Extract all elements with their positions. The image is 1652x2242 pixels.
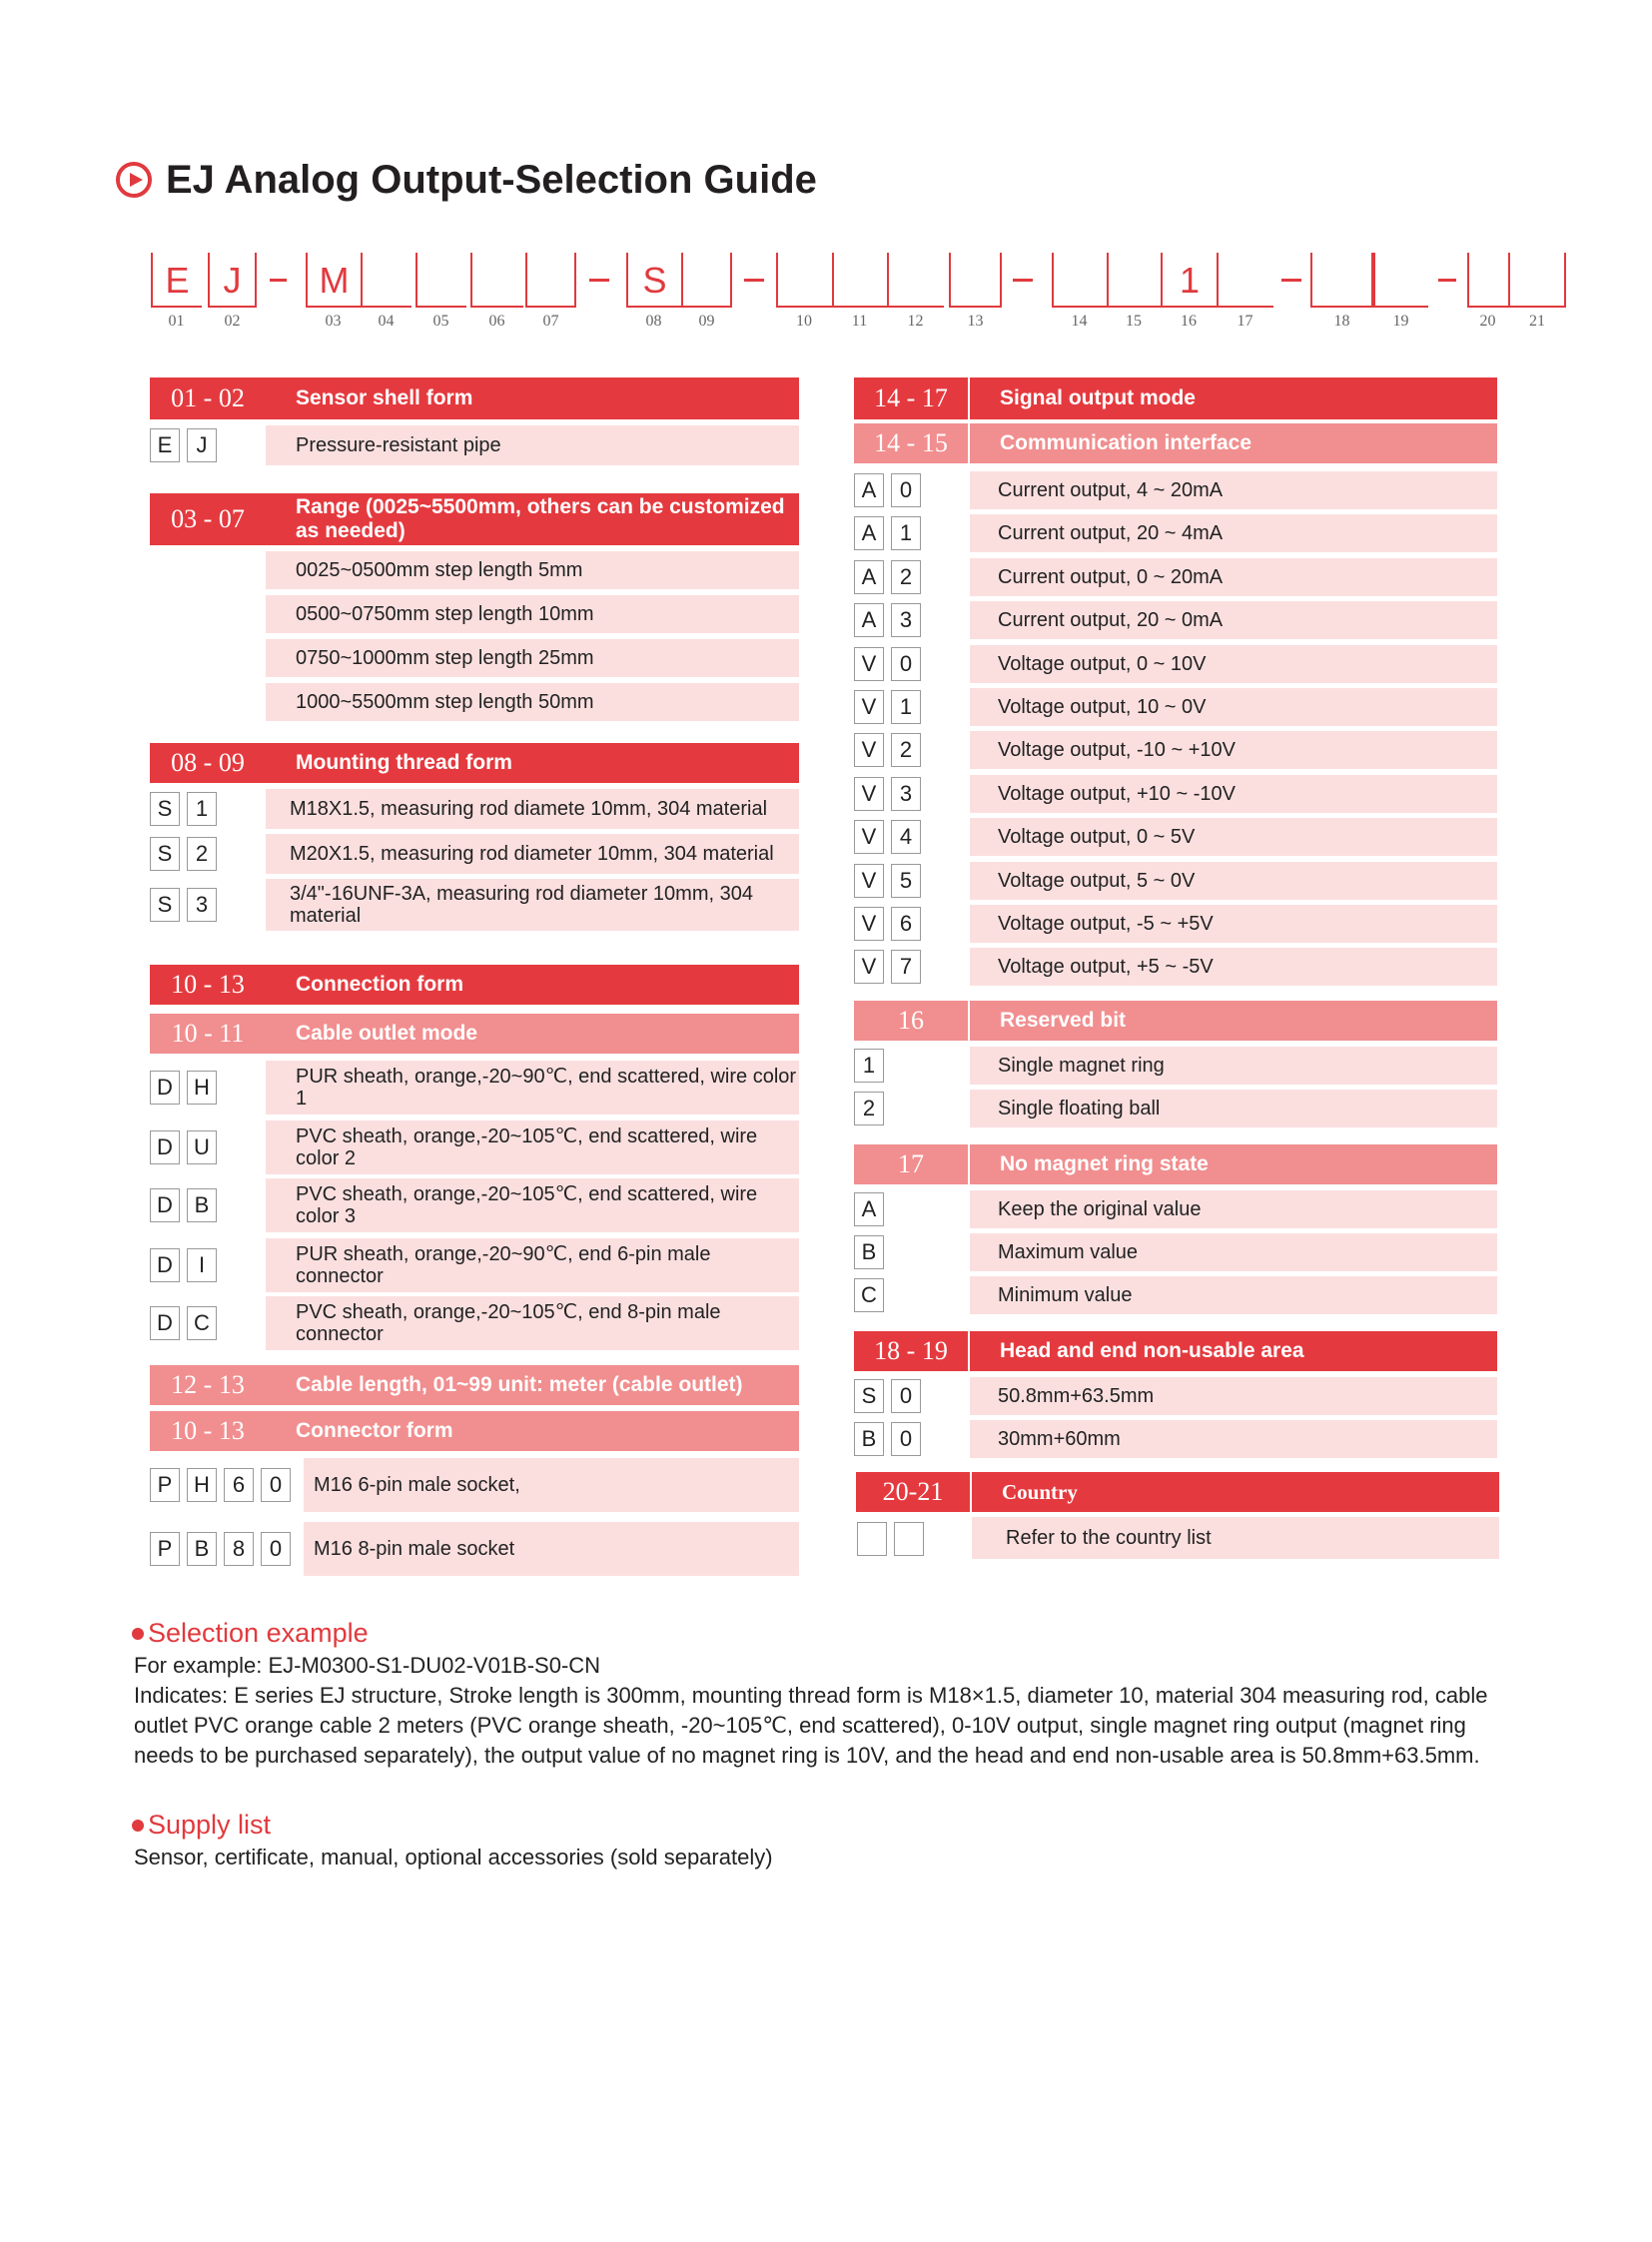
code-position-17	[1217, 253, 1273, 308]
connector-form-label: Connector form	[266, 1411, 799, 1451]
code-char-box: D	[150, 1188, 180, 1222]
range-option: 1000~5500mm step length 50mm	[266, 683, 799, 721]
communication-option: Voltage output, -10 ~ +10V	[970, 731, 1497, 769]
code-char-box: 0	[261, 1532, 291, 1566]
code-char-box: D	[150, 1071, 180, 1105]
communication-option: Current output, 20 ~ 4mA	[970, 514, 1497, 552]
code-char-box: S	[854, 1379, 884, 1413]
code-dash	[744, 279, 764, 282]
code-char-box: H	[187, 1468, 217, 1502]
selection-example-title: Selection example	[148, 1618, 369, 1648]
code-dash	[1013, 279, 1033, 282]
bullet-icon	[132, 1820, 144, 1832]
code-char-box: B	[854, 1235, 884, 1269]
connection-code: 10 - 13	[150, 965, 266, 1005]
communication-option: Voltage output, 0 ~ 10V	[970, 645, 1497, 683]
code-position-number: 12	[907, 313, 924, 330]
code-position-number: 11	[851, 313, 868, 330]
code-char-box: V	[854, 907, 884, 941]
code-position-21	[1508, 253, 1566, 308]
code-char-box: V	[854, 777, 884, 811]
example-line: needs to be purchased separately), the output value of no magnet ring is 10V, and the head and end non-usable area is 50.8mm+63.5mm.	[134, 1743, 1480, 1768]
cable-outlet-code: 10 - 11	[150, 1014, 266, 1054]
code-char-box: P	[150, 1532, 180, 1566]
no-magnet-option: Maximum value	[970, 1233, 1497, 1271]
code-position-number: 03	[325, 313, 342, 330]
code-char-box: D	[150, 1248, 180, 1282]
code-position-5	[415, 253, 466, 308]
code-position-1: E	[151, 253, 202, 308]
code-position-number: 21	[1529, 313, 1545, 330]
shell-form-code: 01 - 02	[150, 377, 266, 419]
code-position-number: 05	[432, 313, 449, 330]
thread-code: 08 - 09	[150, 743, 266, 783]
cable-length-label: Cable length, 01~99 unit: meter (cable outlet)	[266, 1365, 799, 1405]
communication-option: Voltage output, +5 ~ -5V	[970, 948, 1497, 986]
code-char-box: S	[150, 888, 180, 922]
code-char-box: 4	[891, 820, 921, 854]
code-position-number: 02	[224, 313, 241, 330]
country-code: 20-21	[856, 1472, 970, 1512]
example-line: outlet PVC orange cable 2 meters (PVC orange sheath, -20~105℃, end scattered), 0-10V output, single magnet ring output (magnet ring	[134, 1713, 1466, 1738]
code-position-2: J	[208, 253, 257, 308]
code-char-box: 2	[854, 1092, 884, 1125]
communication-option: Voltage output, 0 ~ 5V	[970, 818, 1497, 856]
supply-list-title: Supply list	[148, 1810, 272, 1840]
connector-option: M16 8-pin male socket	[304, 1522, 799, 1576]
no-magnet-state-code: 17	[854, 1144, 968, 1184]
code-char-box: 1	[891, 516, 921, 550]
code-position-number: 01	[168, 313, 185, 330]
page-title-text: EJ Analog Output-Selection Guide	[166, 157, 817, 202]
code-position-number: 06	[488, 313, 505, 330]
code-char-box: A	[854, 473, 884, 507]
code-char-box: D	[150, 1130, 180, 1164]
communication-option: Current output, 20 ~ 0mA	[970, 601, 1497, 639]
code-dash	[270, 279, 287, 282]
code-position-12	[887, 253, 944, 308]
code-char-box: D	[150, 1306, 180, 1340]
supply-list-text: Sensor, certificate, manual, optional accessories (sold separately)	[134, 1845, 773, 1869]
signal-output-code: 14 - 17	[854, 377, 968, 419]
code-char-box: 3	[891, 777, 921, 811]
cable-outlet-option: PVC sheath, orange,-20~105℃, end scattered, wire color 3	[266, 1178, 799, 1232]
code-char-box: V	[854, 690, 884, 724]
code-char-box: E	[150, 428, 180, 462]
code-char-box: S	[150, 792, 180, 826]
code-char-box	[894, 1522, 924, 1556]
code-char-box: 0	[891, 473, 921, 507]
code-char-box: V	[854, 647, 884, 681]
code-dash	[1438, 279, 1456, 282]
selection-example-heading	[132, 1618, 369, 1649]
thread-label: Mounting thread form	[266, 743, 799, 783]
code-position-number: 20	[1479, 313, 1496, 330]
code-position-number: 17	[1237, 313, 1253, 330]
code-char-box: B	[854, 1422, 884, 1456]
code-position-7	[525, 253, 576, 308]
cable-outlet-option: PUR sheath, orange,-20~90℃, end 6-pin male connector	[266, 1238, 799, 1292]
non-usable-area-option: 30mm+60mm	[970, 1420, 1497, 1458]
non-usable-area-label: Head and end non-usable area	[970, 1331, 1497, 1371]
code-char-box: A	[854, 1192, 884, 1226]
example-text	[134, 1651, 1612, 1771]
code-char-box: V	[854, 733, 884, 767]
code-position-19	[1373, 253, 1428, 308]
code-char-box: P	[150, 1468, 180, 1502]
connector-option: M16 6-pin male socket,	[304, 1458, 799, 1512]
no-magnet-state-label: No magnet ring state	[970, 1144, 1497, 1184]
code-char-box: 0	[261, 1468, 291, 1502]
code-position-number: 15	[1126, 313, 1142, 330]
code-char-box: U	[187, 1130, 217, 1164]
code-char-box: 3	[891, 603, 921, 637]
code-position-number: 04	[378, 313, 395, 330]
code-char-box: A	[854, 516, 884, 550]
connector-form-code: 10 - 13	[150, 1411, 266, 1451]
code-char-box: 2	[187, 837, 217, 871]
cable-outlet-option: PUR sheath, orange,-20~90℃, end scattered, wire color 1	[266, 1061, 799, 1115]
code-char-box: V	[854, 864, 884, 898]
code-char-box: 0	[891, 1379, 921, 1413]
range-option: 0025~0500mm step length 5mm	[266, 551, 799, 589]
code-dash	[589, 279, 609, 282]
code-position-number: 19	[1392, 313, 1409, 330]
code-position-number: 18	[1333, 313, 1350, 330]
code-char-box: J	[187, 428, 217, 462]
code-char-box	[857, 1522, 887, 1556]
code-position-16: 1	[1161, 253, 1217, 308]
page-title	[116, 150, 817, 210]
code-position-number: 13	[967, 313, 984, 330]
communication-option: Voltage output, 5 ~ 0V	[970, 862, 1497, 900]
cable-outlet-label: Cable outlet mode	[266, 1014, 799, 1054]
shell-form-option: Pressure-resistant pipe	[266, 425, 799, 465]
communication-option: Current output, 0 ~ 20mA	[970, 558, 1497, 596]
code-position-number: 09	[698, 313, 715, 330]
code-char-box: 2	[891, 733, 921, 767]
code-char-box: S	[150, 837, 180, 871]
connection-label: Connection form	[266, 965, 799, 1005]
signal-output-label: Signal output mode	[970, 377, 1497, 419]
code-position-11	[832, 253, 887, 308]
code-char-box: V	[854, 820, 884, 854]
code-dash	[1281, 279, 1301, 282]
code-char-box: B	[187, 1188, 217, 1222]
code-position-8: S	[626, 253, 681, 308]
code-position-number: 16	[1181, 313, 1197, 330]
reserved-bit-code: 16	[854, 1001, 968, 1041]
reserved-bit-label: Reserved bit	[970, 1001, 1497, 1041]
communication-code: 14 - 15	[854, 423, 968, 463]
reserved-option: Single magnet ring	[970, 1047, 1497, 1085]
thread-option: 3/4"-16UNF-3A, measuring rod diameter 10mm, 304 material	[266, 879, 799, 931]
code-char-box: 2	[891, 560, 921, 594]
supply-list-heading	[132, 1810, 271, 1841]
range-label: Range (0025~5500mm, others can be customized as needed)	[266, 493, 799, 545]
code-char-box: 0	[891, 647, 921, 681]
cable-length-code: 12 - 13	[150, 1365, 266, 1405]
code-char-box: 6	[891, 907, 921, 941]
code-char-box: A	[854, 560, 884, 594]
code-char-box: 5	[891, 864, 921, 898]
code-char-box: B	[187, 1532, 217, 1566]
range-option: 0500~0750mm step length 10mm	[266, 595, 799, 633]
code-char-box: C	[854, 1278, 884, 1312]
range-code: 03 - 07	[150, 493, 266, 545]
code-char-box: H	[187, 1071, 217, 1105]
communication-option: Current output, 4 ~ 20mA	[970, 471, 1497, 509]
no-magnet-option: Minimum value	[970, 1276, 1497, 1314]
code-char-box: 7	[891, 950, 921, 984]
code-char-box: 3	[187, 888, 217, 922]
country-option: Refer to the country list	[972, 1517, 1499, 1559]
code-position-4	[361, 253, 412, 308]
code-position-9	[681, 253, 732, 308]
code-char-box: 1	[187, 792, 217, 826]
code-char-box: C	[187, 1306, 217, 1340]
code-position-3: M	[306, 253, 361, 308]
code-char-box: A	[854, 603, 884, 637]
range-option: 0750~1000mm step length 25mm	[266, 639, 799, 677]
code-char-box: 1	[854, 1049, 884, 1083]
thread-option: M20X1.5, measuring rod diameter 10mm, 304 material	[266, 834, 799, 874]
communication-option: Voltage output, 10 ~ 0V	[970, 688, 1497, 726]
code-position-13	[949, 253, 1002, 308]
code-position-20	[1467, 253, 1508, 308]
non-usable-area-option: 50.8mm+63.5mm	[970, 1377, 1497, 1415]
code-position-number: 08	[645, 313, 662, 330]
country-label: Country	[972, 1472, 1499, 1512]
code-position-14	[1052, 253, 1107, 308]
thread-option: M18X1.5, measuring rod diamete 10mm, 304 material	[266, 789, 799, 829]
code-position-10	[776, 253, 832, 308]
code-char-box: 1	[891, 690, 921, 724]
code-char-box: 6	[224, 1468, 254, 1502]
cable-outlet-option: PVC sheath, orange,-20~105℃, end scattered, wire color 2	[266, 1121, 799, 1174]
code-position-number: 14	[1071, 313, 1088, 330]
code-char-box: V	[854, 950, 884, 984]
code-position-number: 07	[542, 313, 559, 330]
no-magnet-option: Keep the original value	[970, 1190, 1497, 1228]
non-usable-area-code: 18 - 19	[854, 1331, 968, 1371]
code-position-15	[1107, 253, 1161, 308]
reserved-option: Single floating ball	[970, 1090, 1497, 1127]
cable-outlet-option: PVC sheath, orange,-20~105℃, end 8-pin male connector	[266, 1296, 799, 1350]
play-circle-icon	[116, 162, 152, 198]
communication-option: Voltage output, -5 ~ +5V	[970, 905, 1497, 943]
bullet-icon	[132, 1628, 144, 1640]
example-line: Indicates: E series EJ structure, Stroke length is 300mm, mounting thread form is M18×1.5, diameter 10, material 304 measuring rod, cable	[134, 1683, 1488, 1708]
code-position-number: 10	[796, 313, 812, 330]
example-line: For example: EJ-M0300-S1-DU02-V01B-S0-CN	[134, 1653, 601, 1678]
code-position-6	[470, 253, 523, 308]
communication-label: Communication interface	[970, 423, 1497, 463]
code-char-box: 0	[891, 1422, 921, 1456]
code-position-18	[1310, 253, 1373, 308]
code-char-box: 8	[224, 1532, 254, 1566]
communication-option: Voltage output, +10 ~ -10V	[970, 775, 1497, 813]
code-char-box: I	[187, 1248, 217, 1282]
shell-form-label: Sensor shell form	[266, 377, 799, 419]
